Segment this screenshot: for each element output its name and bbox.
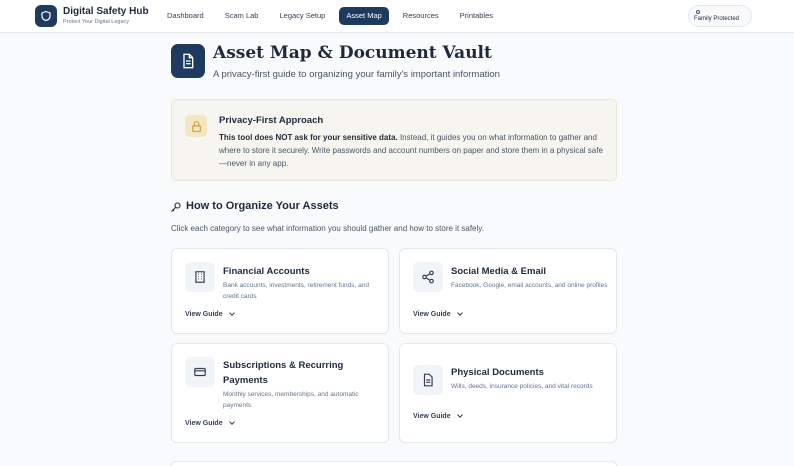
view-guide-label: View Guide [413, 311, 451, 318]
privacy-notice [171, 99, 617, 181]
share-icon [413, 262, 443, 292]
nav-asset-map[interactable]: Asset Map [339, 7, 388, 25]
view-guide-label: View Guide [185, 420, 223, 427]
bank-icon [185, 262, 215, 292]
card-title: Social Media & Email [451, 266, 547, 277]
view-guide-button[interactable] [185, 311, 234, 318]
status-label: Family Protected [694, 16, 740, 22]
nav-legacy-setup[interactable]: Legacy Setup [279, 11, 326, 20]
page-title: Asset Map & Document Vault [213, 43, 492, 63]
card-title: Physical Documents [451, 367, 544, 378]
notice-title: Privacy-First Approach [219, 115, 324, 126]
view-guide-label: View Guide [413, 413, 451, 420]
nav-resources[interactable]: Resources [402, 11, 439, 20]
lock-icon [185, 115, 207, 137]
view-guide-button[interactable] [413, 311, 462, 318]
view-guide-button[interactable] [413, 413, 462, 420]
card-subscriptions[interactable] [171, 343, 389, 443]
section-subtitle: Click each category to see what information you should gather and how to store it safely. [171, 224, 484, 233]
card-description: Bank accounts, investments, retirement funds, and credit cards [223, 282, 369, 300]
nav-printables[interactable]: Printables [459, 11, 494, 20]
top-navigation-bar [0, 0, 794, 33]
card-social-media-email[interactable] [399, 248, 617, 334]
chevron-down-icon [229, 419, 235, 425]
credit-card-icon [185, 357, 215, 387]
card-title: Financial Accounts [223, 266, 310, 277]
nav-dashboard[interactable]: Dashboard [167, 11, 204, 20]
card-financial-accounts[interactable] [171, 248, 389, 334]
chevron-down-icon [457, 310, 463, 316]
card-title: Subscriptions & Recurring Payments [223, 360, 344, 386]
key-icon [170, 201, 182, 213]
notice-body [219, 131, 604, 170]
card-description: Facebook, Google, email accounts, and online profiles [451, 282, 608, 289]
card-physical-documents[interactable] [399, 343, 617, 443]
card-description: Monthly services, memberships, and automatic payments [223, 391, 359, 409]
nav-scam-lab[interactable]: Scam Lab [224, 11, 259, 20]
view-guide-label: View Guide [185, 311, 223, 318]
document-icon [413, 365, 443, 395]
shield-icon[interactable] [35, 5, 57, 27]
brand-subtitle: Protect Your Digital Legacy [63, 19, 130, 25]
next-section-card [171, 461, 617, 466]
page-subtitle: A privacy-first guide to organizing your family's important information [213, 69, 500, 80]
status-shield-icon [696, 10, 700, 14]
document-icon [171, 44, 205, 78]
chevron-down-icon [457, 412, 463, 418]
view-guide-button[interactable] [185, 420, 234, 427]
family-protected-badge[interactable] [688, 5, 752, 27]
notice-text: Instead, it guides you on what information to gather and where to store it securely. Write passwords and account numbers on paper and store them in a physical safe—never in any app. [219, 133, 603, 168]
main-nav [160, 7, 507, 25]
notice-strong: This tool does NOT ask for your sensitive data. [219, 133, 398, 142]
card-description: Wills, deeds, insurance policies, and vital records [451, 383, 593, 390]
chevron-down-icon [229, 310, 235, 316]
brand-title[interactable]: Digital Safety Hub [63, 6, 149, 17]
section-title: How to Organize Your Assets [186, 200, 339, 212]
